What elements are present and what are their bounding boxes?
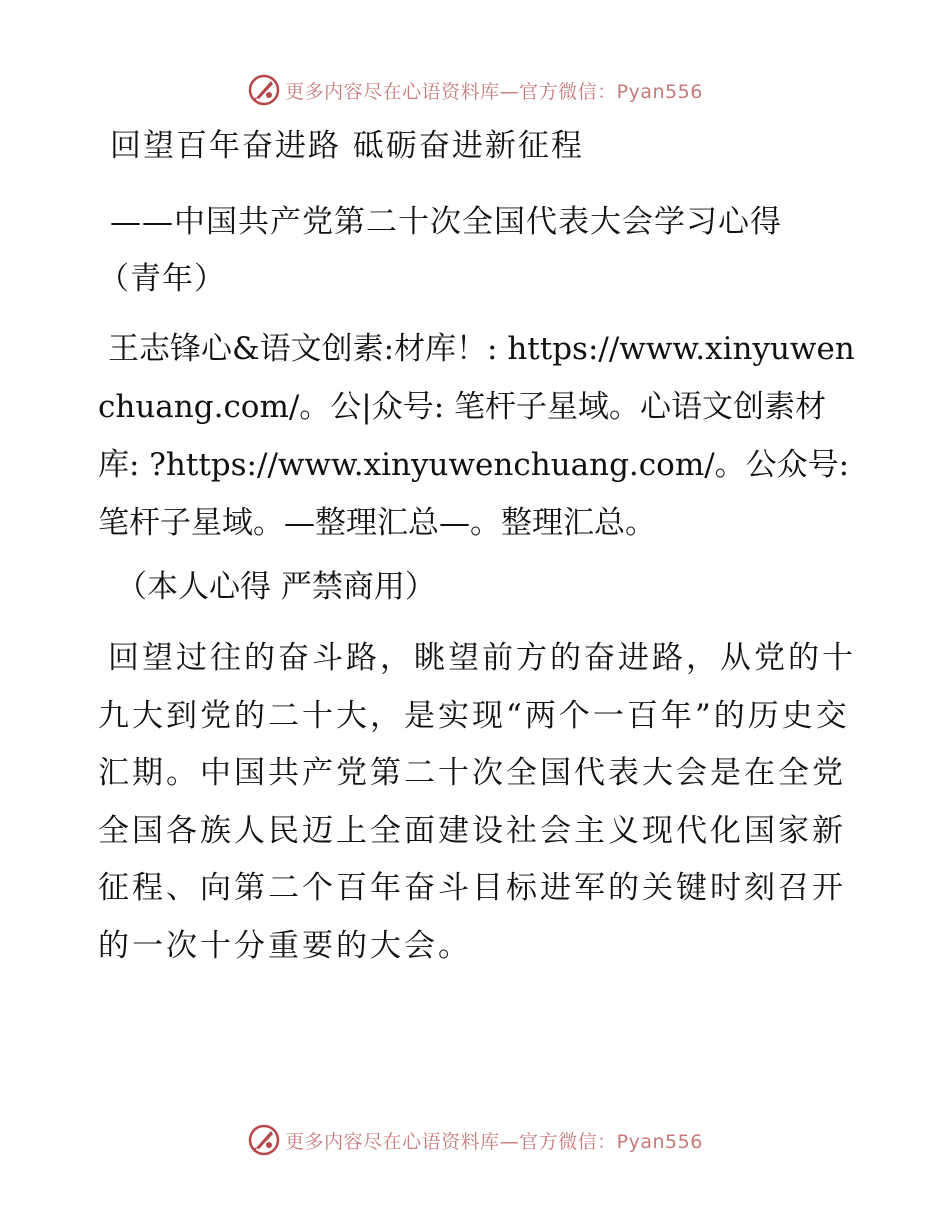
quill-pen-logo-icon: [247, 73, 281, 107]
document-subtitle: [98, 194, 858, 308]
footer-watermark-banner: [0, 1120, 950, 1160]
author-source-paragraph: 王志锋心&语文创素:材库！: https://www.xinyuwenchuang.com/。公|众号: 笔杆子星域。心语文创素材库: ?https://www.xinyuwenchuang.com/。公众号: 笔杆子星域。—整理汇总—。整理汇总。: [98, 331, 855, 541]
document-title: 回望百年奋进路 砥砺奋进新征程: [110, 128, 584, 164]
subtitle-line-2: （青年）: [98, 261, 226, 297]
body-paragraph: 回望过往的奋斗路，眺望前方的奋进路，从党的十九大到党的二十大，是实现“两个一百年”的历史交汇期。中国共产党第二十次全国代表大会是在全党全国各族人民迈上全面建设社会主义现代化国家新征程、向第二个百年奋斗目标进军的关键时刻召开的一次十分重要的大会。: [98, 640, 856, 964]
subtitle-line-1: ——中国共产党第二十次全国代表大会学习心得: [110, 204, 782, 240]
footer-banner-text: 更多内容尽在心语资料库—官方微信：Pyan556: [285, 1130, 703, 1153]
quill-pen-logo-icon: [247, 1123, 281, 1157]
usage-note: （本人心得 严禁商用）: [116, 569, 436, 605]
header-watermark-banner: [0, 70, 950, 110]
document-body: [98, 118, 858, 981]
header-banner-text: 更多内容尽在心语资料库—官方微信：Pyan556: [285, 80, 703, 103]
